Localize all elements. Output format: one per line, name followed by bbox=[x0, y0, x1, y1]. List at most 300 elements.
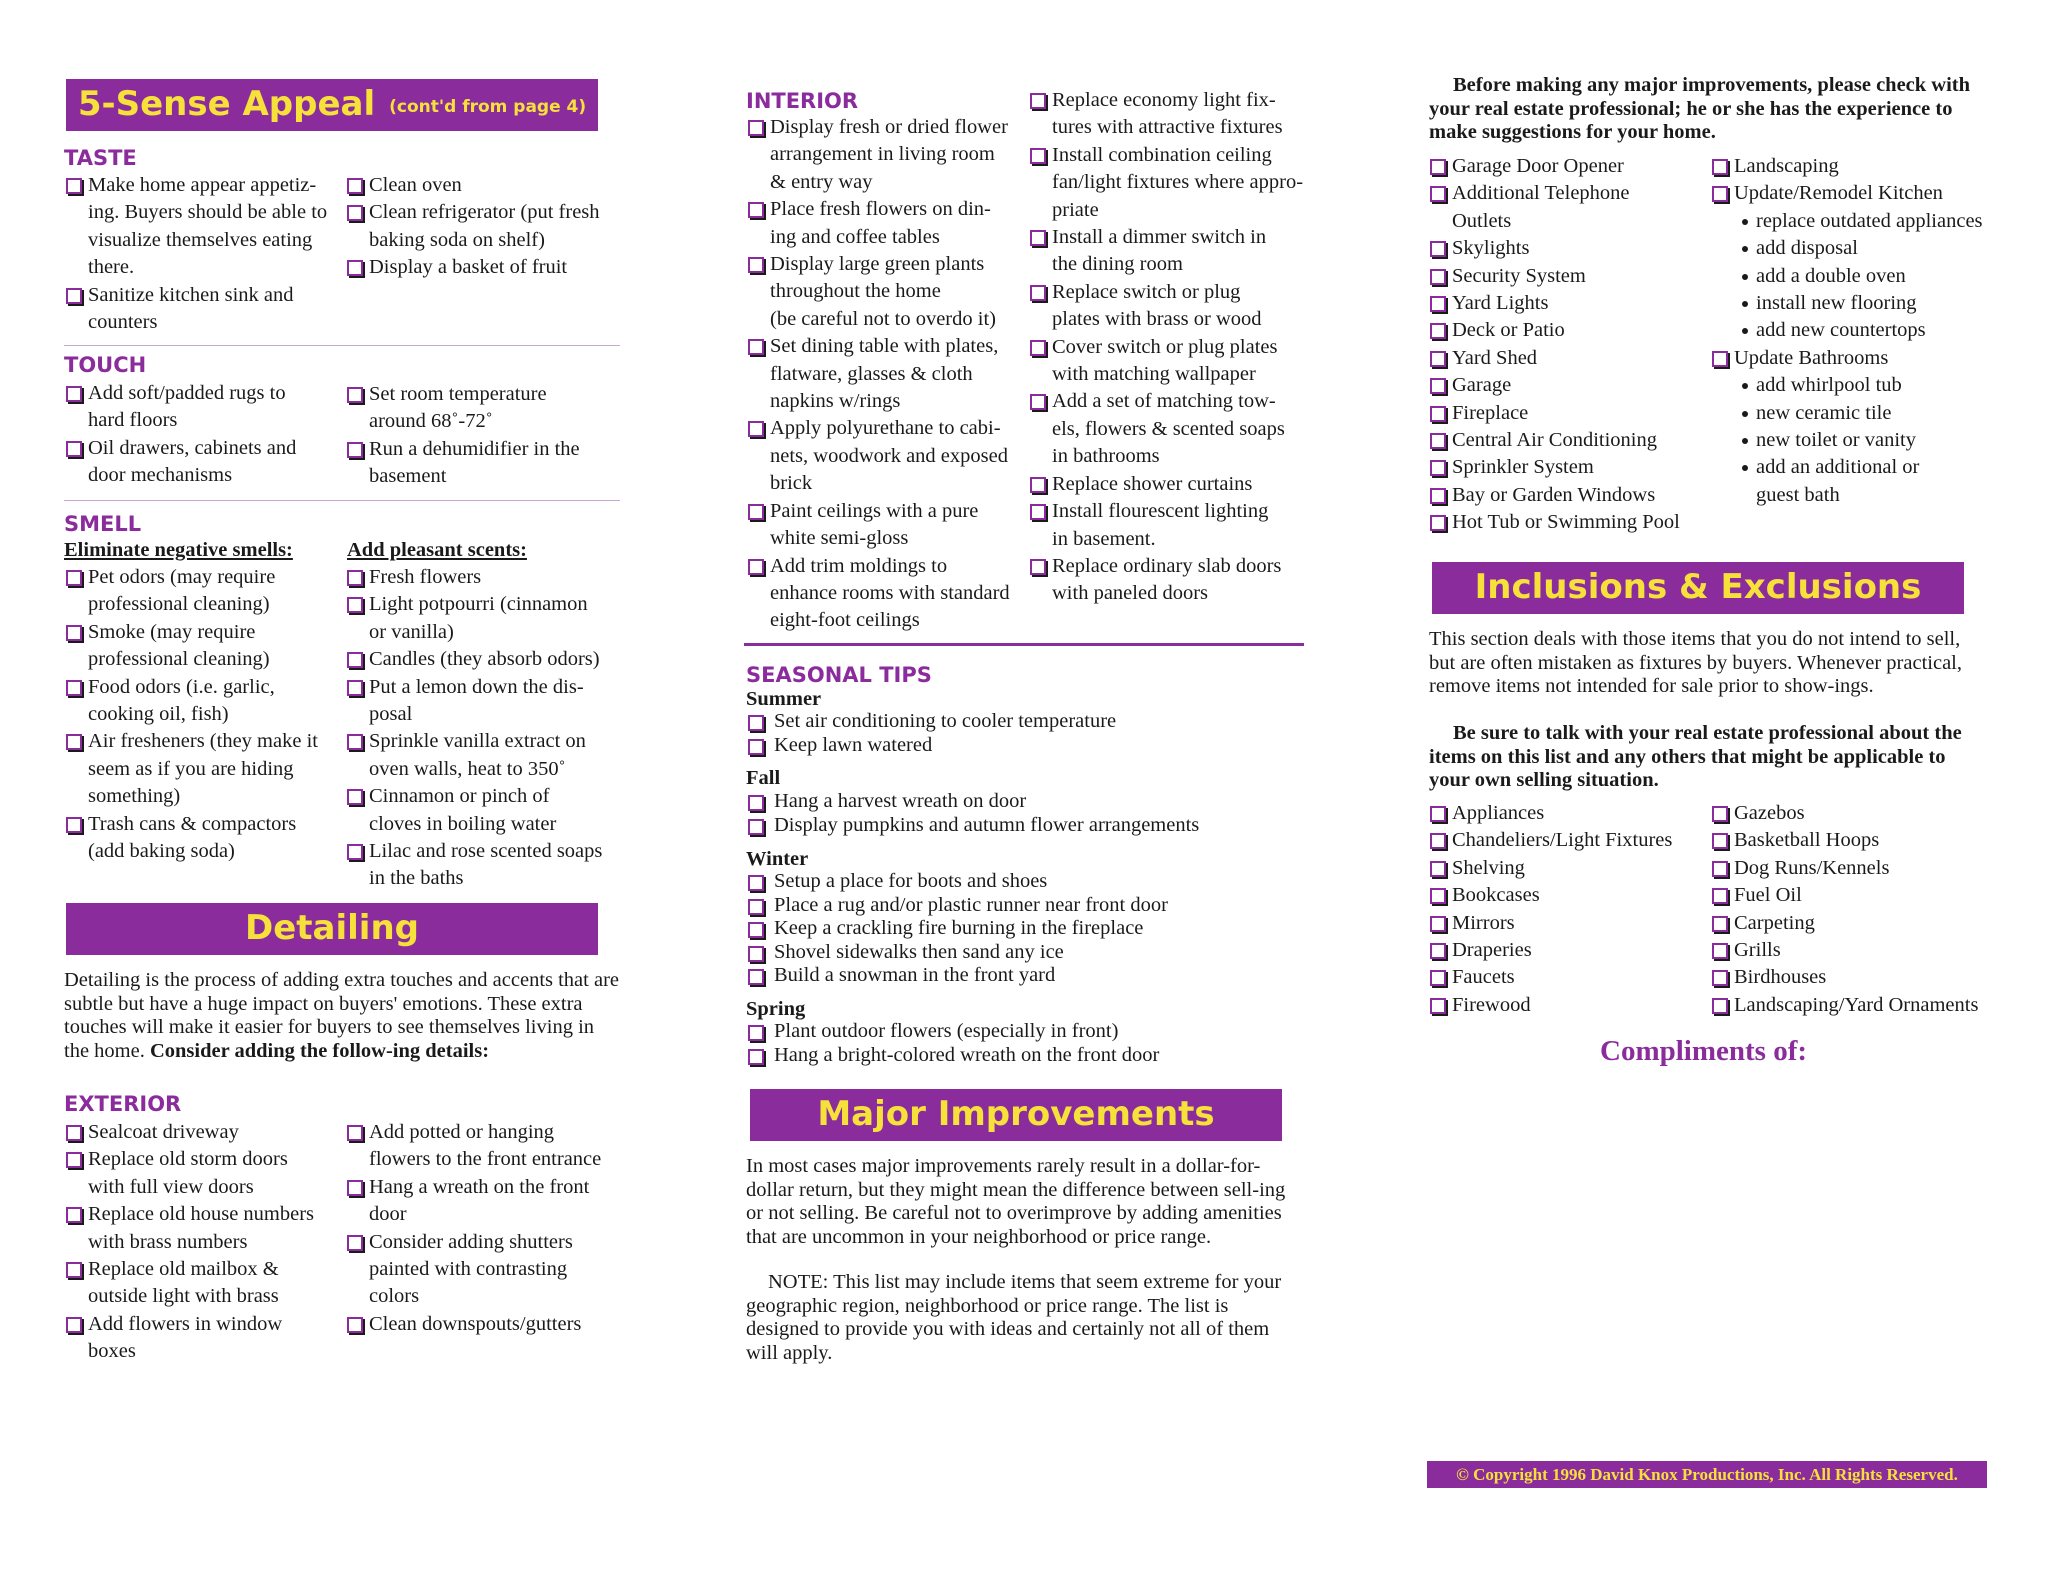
list-item-text: Draperies bbox=[1452, 939, 1532, 962]
list-item bbox=[1712, 153, 2012, 180]
list-item-text: Firewood bbox=[1452, 993, 1531, 1016]
list-item-text: Air fresheners (they make it seem as if you are hiding something) bbox=[88, 730, 318, 808]
taste-list-left bbox=[66, 172, 341, 336]
list-item bbox=[66, 172, 341, 282]
list-item bbox=[1712, 180, 2012, 207]
list-item-text: Replace ordinary slab doors with paneled doors bbox=[1052, 554, 1282, 605]
checkbox-icon bbox=[347, 844, 363, 860]
checkbox-icon bbox=[1712, 970, 1728, 986]
list-item bbox=[748, 333, 1030, 415]
list-item-text: Sprinkler System bbox=[1452, 456, 1594, 479]
list-item bbox=[1430, 454, 1705, 481]
fall-list bbox=[748, 790, 1199, 837]
taste-divider bbox=[64, 345, 620, 346]
list-item-text: Fuel Oil bbox=[1734, 884, 1802, 907]
checkbox-icon bbox=[347, 260, 363, 276]
bullet-icon bbox=[1742, 274, 1748, 280]
list-item-text: Pet odors (may require professional cleaning) bbox=[88, 566, 276, 616]
checkbox-icon bbox=[66, 734, 82, 750]
interior-heading: INTERIOR bbox=[746, 89, 859, 113]
list-item-text: Install flourescent lighting in basement. bbox=[1052, 500, 1269, 550]
list-item bbox=[748, 870, 1168, 894]
list-item bbox=[1430, 482, 1705, 509]
list-item-text: new toilet or vanity bbox=[1756, 429, 1916, 452]
checkbox-icon bbox=[347, 1125, 363, 1141]
checkbox-icon bbox=[748, 715, 764, 731]
checkbox-icon bbox=[748, 819, 764, 835]
list-item bbox=[1430, 263, 1705, 290]
list-item bbox=[347, 728, 627, 783]
list-item bbox=[347, 564, 627, 591]
list-item bbox=[1030, 224, 1312, 279]
list-item bbox=[66, 619, 341, 674]
list-item bbox=[66, 1146, 341, 1201]
touch-list-left bbox=[66, 380, 341, 490]
list-item-text: Chandeliers/Light Fixtures bbox=[1452, 829, 1673, 852]
list-item bbox=[1430, 882, 1705, 909]
checkbox-icon bbox=[347, 387, 363, 403]
checkbox-icon bbox=[1430, 970, 1446, 986]
checkbox-icon bbox=[1430, 833, 1446, 849]
checkbox-icon bbox=[1712, 186, 1728, 202]
checkbox-icon bbox=[748, 559, 764, 575]
list-item-text: Oil drawers, cabinets and door mechanisms bbox=[88, 436, 297, 487]
list-item-text: Paint ceilings with a pure white semi-gloss bbox=[770, 499, 979, 550]
list-item-text: Replace shower curtains bbox=[1052, 472, 1253, 495]
list-item-text: Keep lawn watered bbox=[774, 733, 933, 756]
bullet-icon bbox=[1742, 411, 1748, 417]
list-item-text: Cover switch or plug plates with matching wallpaper bbox=[1052, 335, 1278, 386]
smell-list-left bbox=[66, 564, 341, 865]
checkbox-icon bbox=[748, 257, 764, 273]
checkbox-icon bbox=[1430, 433, 1446, 449]
list-item bbox=[66, 674, 341, 729]
list-item bbox=[1712, 345, 2012, 372]
major-improvements-banner bbox=[750, 1089, 1282, 1141]
list-item bbox=[66, 564, 341, 619]
summer-title: Summer bbox=[746, 688, 822, 710]
checkbox-icon bbox=[1430, 998, 1446, 1014]
list-item-text: Mirrors bbox=[1452, 911, 1515, 934]
list-item bbox=[1430, 317, 1705, 344]
checkbox-icon bbox=[1712, 998, 1728, 1014]
checkbox-icon bbox=[1430, 888, 1446, 904]
checkbox-icon bbox=[1430, 406, 1446, 422]
list-item-text: Add soft/padded rugs to hard floors bbox=[88, 382, 286, 432]
list-item bbox=[1712, 937, 2012, 964]
list-item bbox=[1030, 142, 1312, 224]
list-item-text: Update/Remodel Kitchen bbox=[1734, 182, 1943, 205]
smell-list-right bbox=[347, 564, 627, 893]
list-item bbox=[1030, 553, 1312, 608]
checkbox-icon bbox=[1712, 833, 1728, 849]
list-item-text: Deck or Patio bbox=[1452, 319, 1565, 342]
list-item-text: Fresh flowers bbox=[369, 566, 482, 588]
list-item-text: Candles (they absorb odors) bbox=[369, 648, 600, 671]
checkbox-icon bbox=[66, 625, 82, 641]
checkbox-icon bbox=[347, 205, 363, 221]
list-item bbox=[347, 1119, 627, 1174]
inclusions-title: Inclusions & Exclusions bbox=[1474, 567, 1922, 608]
list-item-text: Additional Telephone Outlets bbox=[1452, 182, 1630, 232]
list-item-text: Shelving bbox=[1452, 856, 1525, 879]
bullet-icon bbox=[1742, 383, 1748, 389]
fall-title: Fall bbox=[746, 767, 781, 789]
list-item bbox=[66, 435, 341, 490]
checkbox-icon bbox=[347, 570, 363, 586]
list-item bbox=[748, 814, 1199, 838]
taste-heading: TASTE bbox=[64, 146, 137, 170]
bullet-icon bbox=[1742, 219, 1748, 225]
list-item-text: Update Bathrooms bbox=[1734, 346, 1889, 369]
list-item bbox=[1430, 800, 1705, 827]
checkbox-icon bbox=[66, 1152, 82, 1168]
list-item-text: Garage Door Opener bbox=[1452, 155, 1624, 177]
list-item-text: Clean downspouts/gutters bbox=[369, 1312, 582, 1335]
list-item-text: Display pumpkins and autumn flower arrangements bbox=[774, 813, 1200, 836]
inclusions-banner bbox=[1432, 562, 1964, 614]
list-item-text: Add flowers in window boxes bbox=[88, 1312, 283, 1363]
list-item bbox=[1430, 180, 1705, 235]
checkbox-icon bbox=[347, 442, 363, 458]
checkbox-icon bbox=[66, 288, 82, 304]
checkbox-icon bbox=[1430, 269, 1446, 285]
list-item-text: Hang a wreath on the front door bbox=[369, 1175, 590, 1226]
checkbox-icon bbox=[1712, 861, 1728, 877]
list-item bbox=[748, 498, 1030, 553]
list-item bbox=[1430, 964, 1705, 991]
list-item bbox=[1430, 235, 1705, 262]
list-item bbox=[1712, 317, 2012, 344]
list-item bbox=[66, 380, 341, 435]
list-item-text: Appliances bbox=[1452, 802, 1545, 824]
bullet-icon bbox=[1742, 438, 1748, 444]
list-item bbox=[748, 1044, 1159, 1068]
list-item bbox=[1712, 964, 2012, 991]
list-item bbox=[748, 894, 1168, 918]
list-item-text: Consider adding shutters painted with contrasting colors bbox=[369, 1230, 573, 1308]
winter-list bbox=[748, 870, 1168, 988]
list-item bbox=[347, 1174, 627, 1229]
list-item-text: Light potpourri (cinnamon or vanilla) bbox=[369, 593, 588, 643]
list-item bbox=[347, 172, 622, 199]
list-item bbox=[748, 710, 1116, 734]
list-item-text: Sprinkle vanilla extract on oven walls, heat to 350˚ bbox=[369, 730, 586, 780]
list-item-text: Make home appear appetiz- ing. Buyers should be able to visualize themselves eating there. bbox=[88, 174, 328, 279]
checkbox-icon bbox=[748, 899, 764, 915]
list-item bbox=[1430, 992, 1705, 1019]
checkbox-icon bbox=[347, 652, 363, 668]
list-item-text: Sanitize kitchen sink and counters bbox=[88, 283, 294, 334]
list-item-text: Replace economy light fix- tures with attractive fixtures bbox=[1052, 89, 1283, 139]
inclusions-list-right bbox=[1712, 800, 2012, 1019]
list-item bbox=[1430, 937, 1705, 964]
list-item bbox=[748, 251, 1030, 333]
checkbox-icon bbox=[748, 339, 764, 355]
list-item-text: Replace old house numbers with brass numbers bbox=[88, 1203, 315, 1253]
summer-list bbox=[748, 710, 1116, 757]
smell-negative-title: Eliminate negative smells: bbox=[64, 539, 293, 561]
list-item bbox=[748, 553, 1030, 635]
list-item bbox=[748, 734, 1116, 758]
list-item-text: Install a dimmer switch in the dining room bbox=[1052, 226, 1267, 276]
list-item bbox=[66, 1119, 341, 1146]
checkbox-icon bbox=[1030, 504, 1046, 520]
checkbox-icon bbox=[66, 386, 82, 402]
checkbox-icon bbox=[748, 120, 764, 136]
list-item bbox=[748, 917, 1168, 941]
checkbox-icon bbox=[748, 875, 764, 891]
list-item bbox=[748, 1020, 1159, 1044]
major-improvements-p1: In most cases major improvements rarely result in a dollar-for-dollar return, but they might mean the difference between sell-ing or not selling. Be careful not to overimprove by adding amenities that are uncommon in your neighborhood or price range. bbox=[746, 1155, 1286, 1248]
list-item-text: Clean refrigerator (put fresh baking soda on shelf) bbox=[369, 201, 600, 251]
checkbox-icon bbox=[1430, 378, 1446, 394]
list-item-text: Security System bbox=[1452, 264, 1586, 287]
checkbox-icon bbox=[1430, 159, 1446, 175]
checkbox-icon bbox=[1030, 93, 1046, 109]
detailing-intro: Detailing is the process of adding extra touches and accents that are subtle but have a huge impact on buyers' emotions. These extra touches will make it easier for buyers to see themselves living in the home. Consider adding the follow-ing details: bbox=[64, 969, 620, 1062]
list-item bbox=[1030, 471, 1312, 498]
detailing-banner bbox=[66, 903, 598, 955]
checkbox-icon bbox=[1712, 943, 1728, 959]
list-item bbox=[1430, 153, 1705, 180]
spring-list bbox=[748, 1020, 1159, 1067]
list-item-text: add whirlpool tub bbox=[1756, 374, 1902, 397]
list-item bbox=[1430, 345, 1705, 372]
list-item-text: Keep a crackling fire burning in the fireplace bbox=[774, 917, 1144, 939]
checkbox-icon bbox=[1030, 230, 1046, 246]
list-item bbox=[1712, 372, 2012, 399]
list-item bbox=[347, 591, 627, 646]
list-item-text: Put a lemon down the dis- posal bbox=[369, 675, 584, 726]
major-improvements-title: Major Improvements bbox=[817, 1094, 1215, 1135]
checkbox-icon bbox=[66, 1207, 82, 1223]
list-item bbox=[347, 381, 622, 436]
checkbox-icon bbox=[748, 504, 764, 520]
list-item-text: Birdhouses bbox=[1734, 966, 1827, 989]
list-item-text: Lilac and rose scented soaps in the baths bbox=[369, 840, 603, 890]
list-item bbox=[66, 811, 341, 866]
list-item bbox=[66, 282, 341, 337]
checkbox-icon bbox=[1430, 806, 1446, 822]
checkbox-icon bbox=[347, 178, 363, 194]
checkbox-icon bbox=[748, 795, 764, 811]
list-item-text: Hang a bright-colored wreath on the front door bbox=[774, 1043, 1160, 1066]
list-item bbox=[1712, 827, 2012, 854]
taste-list-right bbox=[347, 172, 622, 282]
list-item-text: Display a basket of fruit bbox=[369, 256, 568, 279]
list-item bbox=[1712, 855, 2012, 882]
list-item-text: Hot Tub or Swimming Pool bbox=[1452, 511, 1680, 534]
list-item bbox=[347, 1229, 627, 1311]
list-item bbox=[1030, 334, 1312, 389]
list-item bbox=[1712, 882, 2012, 909]
list-item-text: Install combination ceiling fan/light fixtures where appro- priate bbox=[1052, 143, 1304, 221]
list-item-text: Add potted or hanging flowers to the front entrance bbox=[369, 1121, 602, 1171]
checkbox-icon bbox=[347, 734, 363, 750]
list-item-text: Bookcases bbox=[1452, 884, 1540, 907]
exterior-heading: EXTERIOR bbox=[64, 1092, 182, 1116]
list-item bbox=[1712, 400, 2012, 427]
winter-title: Winter bbox=[746, 848, 809, 870]
checkbox-icon bbox=[1430, 515, 1446, 531]
checkbox-icon bbox=[347, 1180, 363, 1196]
detailing-title: Detailing bbox=[245, 908, 419, 949]
list-item bbox=[347, 199, 622, 254]
list-item bbox=[1712, 208, 2012, 235]
checkbox-icon bbox=[1430, 943, 1446, 959]
checkbox-icon bbox=[66, 680, 82, 696]
list-item-text: Fireplace bbox=[1452, 401, 1529, 424]
checkbox-icon bbox=[1430, 488, 1446, 504]
checkbox-icon bbox=[748, 969, 764, 985]
list-item bbox=[347, 436, 622, 491]
checkbox-icon bbox=[347, 1317, 363, 1333]
list-item-text: Plant outdoor flowers (especially in front) bbox=[774, 1020, 1119, 1042]
checkbox-icon bbox=[748, 739, 764, 755]
bullet-icon bbox=[1742, 465, 1748, 471]
list-item-text: Build a snowman in the front yard bbox=[774, 964, 1056, 986]
list-item-text: Trash cans & compactors (add baking soda) bbox=[88, 812, 297, 863]
list-item bbox=[1430, 427, 1705, 454]
checkbox-icon bbox=[748, 946, 764, 962]
copyright-bar bbox=[1427, 1461, 1987, 1488]
list-item bbox=[1430, 372, 1705, 399]
checkbox-icon bbox=[1030, 285, 1046, 301]
list-item-text: Display large green plants throughout the home (be careful not to overdo it) bbox=[770, 253, 996, 330]
checkbox-icon bbox=[1030, 559, 1046, 575]
checkbox-icon bbox=[347, 789, 363, 805]
checkbox-icon bbox=[1430, 186, 1446, 202]
list-item-text: Food odors (i.e. garlic, cooking oil, fish) bbox=[88, 675, 275, 726]
list-item bbox=[748, 941, 1168, 965]
list-item bbox=[1712, 290, 2012, 317]
major-list-right bbox=[1712, 153, 2012, 509]
list-item-text: add new countertops bbox=[1756, 319, 1926, 342]
bullet-icon bbox=[1742, 328, 1748, 334]
list-item bbox=[347, 674, 627, 729]
list-item bbox=[347, 646, 627, 673]
touch-list-right bbox=[347, 381, 622, 491]
list-item bbox=[1712, 800, 2012, 827]
checkbox-icon bbox=[1030, 394, 1046, 410]
list-item bbox=[748, 114, 1030, 196]
list-item-text: replace outdated appliances bbox=[1756, 209, 1983, 232]
checkbox-icon bbox=[1430, 296, 1446, 312]
major-list-left bbox=[1430, 153, 1705, 537]
list-item-text: Skylights bbox=[1452, 237, 1530, 260]
checkbox-icon bbox=[1030, 340, 1046, 356]
checkbox-icon bbox=[1030, 477, 1046, 493]
five-sense-title: 5-Sense Appeal bbox=[77, 84, 376, 125]
list-item bbox=[1712, 454, 2012, 509]
list-item-text: Faucets bbox=[1452, 966, 1515, 989]
smell-pleasant-title: Add pleasant scents: bbox=[347, 539, 527, 561]
list-item-text: Cinnamon or pinch of cloves in boiling water bbox=[369, 785, 557, 835]
list-item bbox=[347, 1311, 627, 1338]
checkbox-icon bbox=[66, 817, 82, 833]
five-sense-banner bbox=[66, 79, 598, 131]
checkbox-icon bbox=[748, 922, 764, 938]
list-item bbox=[1712, 427, 2012, 454]
checkbox-icon bbox=[1030, 148, 1046, 164]
five-sense-subtitle: (cont'd from page 4) bbox=[389, 97, 587, 118]
list-item-text: install new flooring bbox=[1756, 292, 1917, 315]
list-item-text: Replace old storm doors with full view doors bbox=[88, 1148, 288, 1198]
checkbox-icon bbox=[66, 570, 82, 586]
list-item-text: Replace switch or plug plates with brass or wood bbox=[1052, 280, 1262, 331]
list-item-text: Apply polyurethane to cabi- nets, woodwork and exposed brick bbox=[770, 417, 1008, 495]
list-item-text: Shovel sidewalks then sand any ice bbox=[774, 940, 1064, 963]
list-item bbox=[748, 964, 1168, 988]
list-item-text: Smoke (may require professional cleaning) bbox=[88, 620, 270, 671]
interior-divider bbox=[744, 643, 1304, 646]
list-item-text: Gazebos bbox=[1734, 802, 1805, 824]
checkbox-icon bbox=[1430, 241, 1446, 257]
seasonal-heading: SEASONAL TIPS bbox=[746, 663, 932, 687]
major-intro: Before making any major improvements, please check with your real estate professional; he or she has the experience to make suggestions for your home. bbox=[1429, 74, 1971, 143]
checkbox-icon bbox=[347, 597, 363, 613]
checkbox-icon bbox=[1430, 351, 1446, 367]
checkbox-icon bbox=[1430, 323, 1446, 339]
inclusions-p2: Be sure to talk with your real estate professional about the items on this list and any others that might be applicable to your own selling situation. bbox=[1429, 722, 1962, 791]
list-item-text: Run a dehumidifier in the basement bbox=[369, 437, 580, 488]
list-item bbox=[748, 196, 1030, 251]
list-item-text: Grills bbox=[1734, 939, 1781, 962]
list-item bbox=[347, 254, 622, 281]
list-item bbox=[66, 728, 341, 810]
list-item bbox=[1430, 827, 1705, 854]
list-item-text: Bay or Garden Windows bbox=[1452, 483, 1656, 506]
list-item bbox=[1030, 498, 1312, 553]
list-item bbox=[66, 1256, 341, 1311]
bullet-icon bbox=[1742, 246, 1748, 252]
checkbox-icon bbox=[748, 1049, 764, 1065]
list-item bbox=[1430, 910, 1705, 937]
list-item-text: Clean oven bbox=[369, 174, 462, 196]
list-item-text: add a double oven bbox=[1756, 264, 1906, 287]
list-item-text: Place fresh flowers on din- ing and coffee tables bbox=[770, 198, 991, 248]
interior-list-left bbox=[748, 114, 1030, 635]
checkbox-icon bbox=[748, 421, 764, 437]
major-improvements-p2: NOTE: This list may include items that seem extreme for your geographic region, neighborhood or price range. The list is designed to provide you with ideas and certainly not all of them will apply. bbox=[746, 1271, 1282, 1364]
list-item bbox=[1430, 855, 1705, 882]
list-item-text: Yard Shed bbox=[1452, 346, 1538, 369]
list-item bbox=[1030, 388, 1312, 470]
checkbox-icon bbox=[1712, 351, 1728, 367]
touch-divider bbox=[64, 500, 620, 501]
list-item-text: Garage bbox=[1452, 374, 1512, 397]
list-item-text: Landscaping/Yard Ornaments bbox=[1734, 993, 1979, 1016]
checkbox-icon bbox=[66, 1262, 82, 1278]
smell-heading: SMELL bbox=[64, 512, 142, 536]
list-item-text: new ceramic tile bbox=[1756, 401, 1892, 424]
list-item-text: Sealcoat driveway bbox=[88, 1121, 239, 1143]
list-item bbox=[748, 415, 1030, 497]
list-item bbox=[347, 838, 627, 893]
list-item-text: Yard Lights bbox=[1452, 292, 1549, 315]
list-item-text: Display fresh or dried flower arrangement in living room & entry way bbox=[770, 116, 1008, 193]
inclusions-list-left bbox=[1430, 800, 1705, 1019]
interior-list-right bbox=[1030, 87, 1312, 608]
list-item-text: Add trim moldings to enhance rooms with standard eight-foot ceilings bbox=[770, 554, 1010, 632]
checkbox-icon bbox=[1712, 806, 1728, 822]
list-item bbox=[1712, 910, 2012, 937]
list-item-text: add disposal bbox=[1756, 237, 1858, 260]
list-item bbox=[1712, 235, 2012, 262]
list-item bbox=[1030, 279, 1312, 334]
list-item-text: Replace old mailbox & outside light with brass bbox=[88, 1258, 279, 1308]
